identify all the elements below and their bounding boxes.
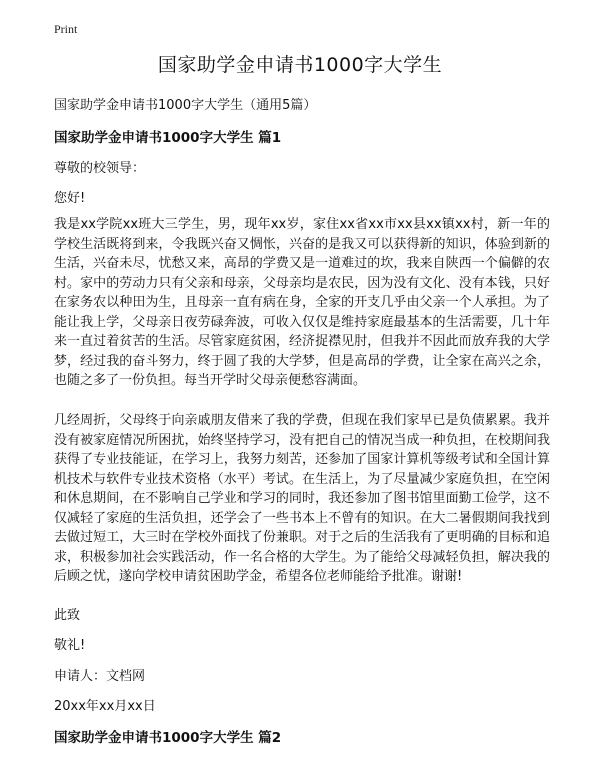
section-heading-1: 国家助学金申请书1000字大学生 篇1 <box>54 130 282 146</box>
salutation: 尊敬的校领导： <box>54 161 146 176</box>
body-paragraph-1: 我是xx学院xx班大三学生，男，现年xx岁，家住xx省xx市xx县xx镇xx村，新一年的学校生活既将到来，令我既兴奋又惆怅，兴奋的是我又可以获得新的知识，体验到新的生活，兴奋未尽，忧愁又来，高昂的学费又是一道难过的坎，我来自陕西一个偏僻的农村。家中的劳动力只有父亲和母亲，父母亲均是农民，因为没有文化、没有本钱，只好在家务农以种田为生，且母亲一直有病在身，全家的开支几乎由父亲一个人承担。为了能让我上学，父母亲日夜劳碌奔波，可收入仅仅是维持家庭最基本的生活需要，几十年来一直过着贫苦的生活。尽管家庭贫困，经济捉襟见肘，但我并不因此而放弃我的大学梦，经过我的奋斗努力，终于圆了我的大学梦，但是高昂的学费，让全家在高兴之余，也随之多了一份负担。每当开学时父母亲便愁容满面。 <box>54 217 550 388</box>
closing-line-2: 敬礼! <box>54 638 86 653</box>
application-date: 20xx年xx月xx日 <box>54 699 156 714</box>
greeting: 您好! <box>54 191 86 206</box>
body-paragraph-2: 几经周折，父母终于向亲戚朋友借来了我的学费，但现在我们家早已是负债累累。我并没有被家庭情况所困扰，始终坚持学习，没有把自己的情况当成一种负担，在校期间我获得了专业技能证，在学习上，我努力刻苦，还参加了国家计算机等级考试和全国计算机技术与软件专业技术资格（水平）考试。在生活上，为了尽量减少家庭负担，在空闲和休息期间，在不影响自己学业和学习的同时，我还参加了图书馆里面勤工俭学，这不仅减轻了家庭的生活负担，还学会了一些书本上不曾有的知识。在大二暑假期间我找到去做过短工，大三时在学校外面找了份兼职。对于之后的生活我有了更明确的目标和追求，积极参加社会实践活动，作一名合格的大学生。为了能给父母减轻负担，解决我的后顾之忧，遂向学校申请贫困助学金，希望各位老师能给予批准。谢谢! <box>54 413 550 584</box>
section-heading-2: 国家助学金申请书1000字大学生 篇2 <box>54 730 282 746</box>
print-link[interactable]: Print <box>54 22 78 36</box>
page-title: 国家助学金申请书1000字大学生 <box>157 54 443 76</box>
applicant-signature: 申请人：文档网 <box>54 669 146 684</box>
closing-line-1: 此致 <box>54 608 81 623</box>
document-subtitle: 国家助学金申请书1000字大学生（通用5篇） <box>54 98 317 113</box>
